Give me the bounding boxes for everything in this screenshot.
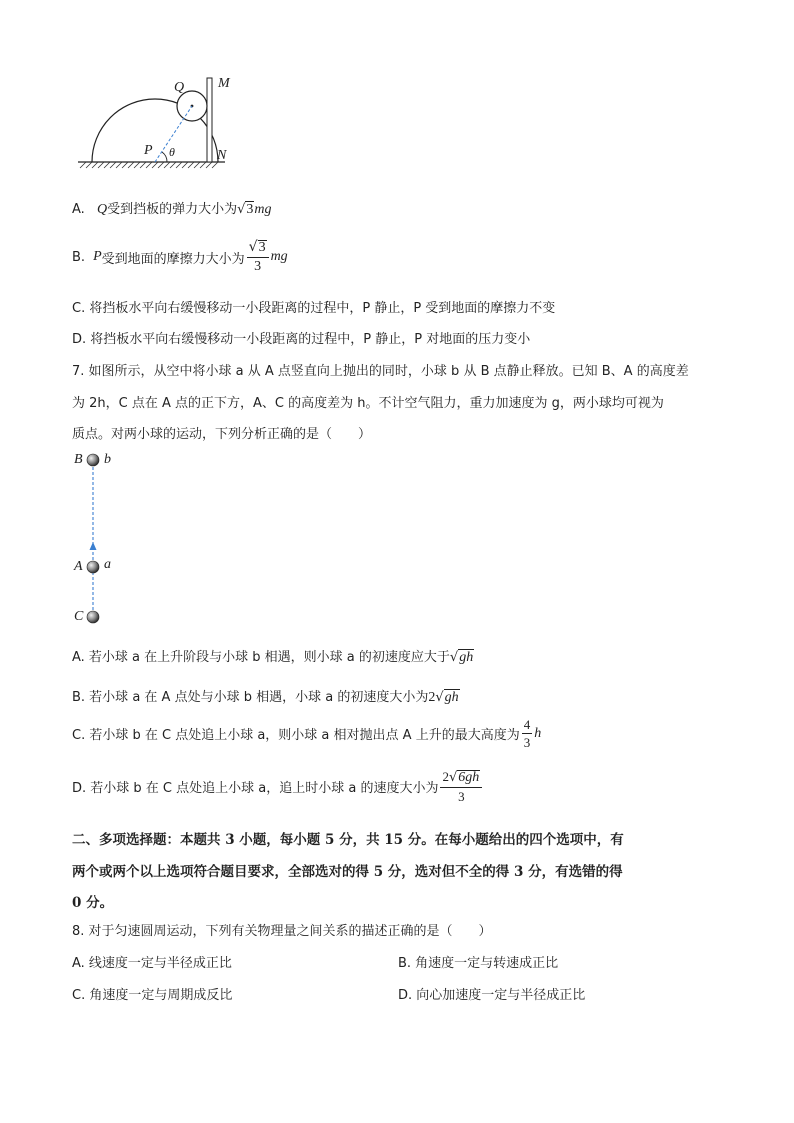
label-b: b	[104, 452, 111, 467]
q8-option-a[interactable]: A. 线速度一定与半径成正比	[72, 956, 232, 971]
q6-option-a[interactable]: A. Q受到挡板的弹力大小为√3mg	[72, 202, 272, 217]
q7-option-d[interactable]: D. 若小球 b 在 C 点处追上小球 a，追上时小球 a 的速度大小为 $\frac{2√6gh}{3}$	[72, 770, 484, 803]
section2-heading-line3: 0 分。	[72, 895, 114, 911]
q6-option-c[interactable]: C. 将挡板水平向右缓慢移动一小段距离的过程中，P 静止，P 受到地面的摩擦力不变	[72, 301, 556, 316]
label-P: P	[144, 143, 153, 158]
label-M: M	[218, 76, 230, 91]
label-A: A	[74, 559, 83, 574]
q7-option-a[interactable]: A. 若小球 a 在上升阶段与小球 b 相遇，则小球 a 的初速度应大于√gh	[72, 650, 474, 665]
fraction: $\frac{√3}{3}$	[247, 240, 269, 274]
q8-option-b[interactable]: B. 角速度一定与转速成正比	[398, 956, 559, 971]
label-B: B	[74, 452, 83, 467]
label-a: a	[104, 557, 111, 572]
label-theta: θ	[169, 145, 175, 159]
q7-option-c[interactable]: C. 若小球 b 在 C 点处追上小球 a，则小球 a 相对抛出点 A 上升的最大高度为 $\frac{4}{3}$ h	[72, 717, 542, 750]
section2-heading-line2: 两个或两个以上选项符合题目要求，全部选对的得 5 分，选对但不全的得 3 分，有选错的得	[72, 864, 623, 880]
fraction: $\frac{4}{3}$	[523, 717, 531, 750]
fraction: $\frac{2√6gh}{3}$	[440, 770, 482, 803]
q8-stem: 8. 对于匀速圆周运动，下列有关物理量之间关系的描述正确的是（ ）	[72, 924, 492, 939]
hemisphere-board-figure	[70, 70, 240, 175]
q6-option-d[interactable]: D. 将挡板水平向右缓慢移动一小段距离的过程中，P 静止，P 对地面的压力变小	[72, 332, 531, 347]
label-N: N	[217, 148, 227, 163]
vertical-balls-figure	[80, 450, 120, 630]
label-C: C	[74, 609, 84, 624]
q8-option-c[interactable]: C. 角速度一定与周期成反比	[72, 988, 233, 1003]
q7-option-b[interactable]: B. 若小球 a 在 A 点处与小球 b 相遇，小球 a 的初速度大小为2√gh	[72, 690, 459, 705]
q7-stem-line1: 7. 如图所示，从空中将小球 a 从 A 点竖直向上抛出的同时，小球 b 从 B 点静止释放。已知 B、A 的高度差	[72, 364, 689, 379]
section2-heading-line1: 二、多项选择题：本题共 3 小题，每小题 5 分，共 15 分。在每小题给出的四个选项中，有	[72, 832, 624, 848]
q7-stem-line2: 为 2h，C 点在 A 点的正下方，A、C 的高度差为 h。不计空气阻力，重力加速度为 g，两小球均可视为	[72, 396, 664, 411]
q7-stem-line3: 质点。对两小球的运动，下列分析正确的是（ ）	[72, 427, 372, 442]
q6-option-b[interactable]: B. P 受到地面的摩擦力大小为 $\frac{√3}{3}$ mg	[72, 239, 288, 274]
q8-option-d[interactable]: D. 向心加速度一定与半径成正比	[398, 988, 586, 1003]
label-Q: Q	[174, 80, 185, 95]
